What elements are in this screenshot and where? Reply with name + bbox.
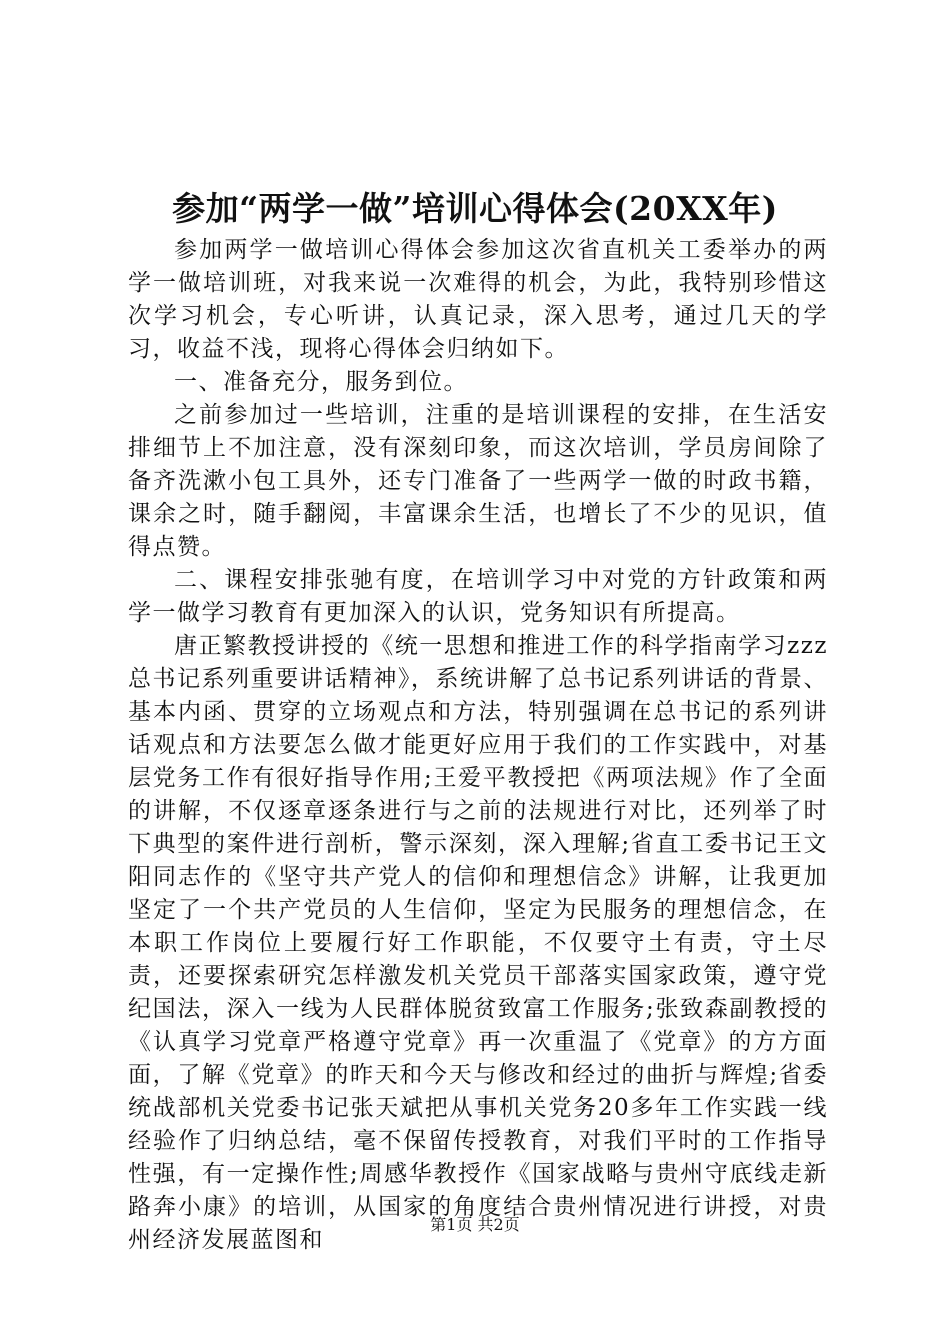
section-heading-1: 一、准备充分，服务到位。 <box>174 369 468 395</box>
paragraph-preparation: 之前参加过一些培训，注重的是培训课程的安排，在生活安排细节上不加注意，没有深刻印象，而这次培训，学员房间除了备齐洗漱小包工具外，还专门准备了一些两学一做的时政书籍，课余之时，随手翻阅，丰富课余生活，也增长了不少的见识，值得点赞。 <box>128 402 828 560</box>
page-footer <box>0 1214 950 1236</box>
document-body <box>128 234 828 1257</box>
document-title: 参加“两学一做”培训心得体会(20XX年) <box>172 189 778 228</box>
section-heading-2: 二、课程安排张驰有度，在培训学习中对党的方针政策和两学一做学习教育有更加深入的认识，党务知识有所提高。 <box>128 567 828 626</box>
paragraph-intro: 参加两学一做培训心得体会参加这次省直机关工委举办的两学一做培训班，对我来说一次难得的机会，为此，我特别珍惜这次学习机会，专心听讲，认真记录，深入思考，通过几天的学习，收益不浅，现将心得体会归纳如下。 <box>128 237 828 362</box>
page-number: 第1页 <box>430 1215 473 1234</box>
paragraph-courses: 唐正繁教授讲授的《统一思想和推进工作的科学指南学习zzz总书记系列重要讲话精神》，系统讲解了总书记系列讲话的背景、基本内函、贯穿的立场观点和方法，特别强调在总书记的系列讲话观点和方法要怎么做才能更好应用于我们的工作实践中，对基层党务工作有很好指导作用;王爱平教授把《两项法规》作了全面的讲解，不仅逐章逐条进行与之前的法规进行对比，还列举了时下典型的案件进行剖析，警示深刻，深入理解;省直工委书记王文阳同志作的《坚守共产党人的信仰和理想信念》讲解，让我更加坚定了一个共产党员的人生信仰，坚定为民服务的理想信念，在本职工作岗位上要履行好工作职能，不仅要守土有责，守土尽责，还要探索研究怎样激发机关党员干部落实国家政策，遵守党纪国法，深入一线为人民群体脱贫致富工作服务;张致森副教授的《认真学习党章严格遵守党章》再一次重温了《党章》的方方面面，了解《党章》的昨天和今天与修改和经过的曲折与辉煌;省委统战部机关党委书记张天斌把从事机关党务20多年工作实践一线经验作了归纳总结，毫不保留传授教育，对我们平时的工作指导性强，有一定操作性;周感华教授作《国家战略与贵州守底线走新路奔小康》的培训，从国家的角度结合贵州情况进行讲授，对贵州经济发展蓝图和 <box>128 633 828 1253</box>
page-total: 共2页 <box>477 1215 520 1234</box>
